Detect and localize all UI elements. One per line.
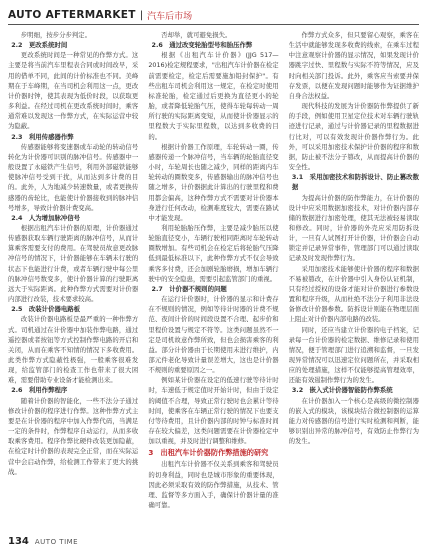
subsection-heading: 2.2 更改系统时间 xyxy=(11,41,68,50)
paragraph: 传感器能够将变速器或车动轮的转动信号转化为计价器可识别的脉冲信号。传感器中一般设置了永磁铁产生信号，利用外部磁铁能够使脉冲信号受到干扰，从而达到多计费的目的。此外，人为地减少转速数量，或者更换传感器的齿轮比，也能使计价器接收到的脉冲信号增多，导致计价器计费变高。 xyxy=(8,142,139,212)
subsection-heading: 2.6 利用作弊程序 xyxy=(11,386,68,395)
paragraph: 根据计价器工作原理，车轮转动一圈，传感器传递一个脉冲信号，当车辆的轮胎直径变小时，车轮周长也随之减少，同样的距离内车轮转动的圈数变多，传感器输出的脉冲信号也随之增多，计价器据此计算出的行驶里程和费用都会偏高，这种作弊方式不需要对计价器本身进行任何改动，检测难度较大，需要在路试中才能发现。 xyxy=(148,142,279,222)
paragraph: 在计价器加入一个核心是高级的微控制器的嵌入式的模块，该模块结合微控制器的运算能力对传感器的信号进行实时检测和判断，能够识别出异常的脉冲信号，有效防止作弊行为的发生。 xyxy=(288,396,419,446)
paragraph: 例如某计价器在设定的低速行驶等待计时时，车速低于规定值时开始计时，但由于设定的阈值不合理，导致正常行驶时也会累计等待时间，使乘客在车辆正常行驶的情况下也要支付等待费用，且计价器内部的时钟与标准时间存在较大偏差，这类问题需要在计价器检定中加以重视，并及时进行调整和维修。 xyxy=(148,376,279,446)
paragraph: 否却举，就可避免损失。 xyxy=(161,31,232,39)
subsection-heading: 3.1 采用加密技术和防拆设计、防止篡改数据 xyxy=(291,173,419,192)
subsection-heading: 2.5 改装计价器电路板 xyxy=(11,305,81,314)
text-column-2 xyxy=(148,30,278,525)
subsection-heading: 3.2 嵌入式计价器智能防作弊系统 xyxy=(291,386,393,395)
text-column-1 xyxy=(8,30,138,525)
subsection-heading: 2.6 通过改变轮胎型号和胎压作弊 xyxy=(151,41,253,50)
page-number: 134 xyxy=(8,536,29,547)
paragraph: 为提高计价器的防作弊能力，在计价器的设计中应采用数据加密技术，对计价器内部存储的数据进行加密处理，使其无法被轻易读取和修改。同时，计价器的外壳应采用防拆设计，一旦有人试图打开计价器，计价器会自动锁定并记录异常事件，管理部门可以通过读取记录及时发现作弊行为。 xyxy=(288,193,419,263)
text-column-3 xyxy=(289,30,419,525)
section-name: 汽车后市场 xyxy=(147,11,193,22)
paragraph: 现代科技的发展为计价器防作弊提供了新的手段，例如使用卫星定位技术对车辆行驶轨迹进行记录，通过与计价器记录的里程数据进行比对，可以有效发现计价器作弊行为。此外，可以采用加密技术保护计价器的程序和数据，防止被不法分子篡改，从而提高计价器的安全性。 xyxy=(288,102,419,172)
subsection-heading: 2.4 人为增加脉冲信号 xyxy=(11,213,81,222)
section-brand: AUTO AFTERMARKET xyxy=(8,9,136,21)
paragraph: 改装计价器电路板是最严重的一种作弊方式。司机通过在计价器中加装作弊电路，通过遥控器或者按钮等方式控制作弊电路的开启和关闭，从而在乘客不知情的情况下多收费用。此类作弊方式隐蔽性极强，一般乘客很难发现，给监管部门的检查工作也带来了很大困难，需要借助专业设备才能检测出来。 xyxy=(8,315,139,385)
article-body xyxy=(8,30,419,525)
paragraph: 随着计价器的智能化，一些不法分子通过修改计价器的程序进行作弊。这种作弊方式主要是在计价器的程序中加入作弊代码，当满足一定的条件时，作弊程序自动运行，从而多收取乘客费用。程序作弊比硬件改装更加隐蔽，在检定时计价器的表现完全正常，而在实际运营中会启动作弊，给检测工作带来了更大的挑战。 xyxy=(8,396,139,476)
paragraph: 作弊方式众多，但只要留心观察，乘客在生活中就能够发现多收费的线索，在乘车过程中注意观察计价器的显示情况，如果发现计价器跳字过快、里程数与实际不符等情况，应及时向相关部门投诉。此外，乘客应当索要并保存发票，以便在发现问题时能够作为证据维护自身合法权益。 xyxy=(288,31,419,100)
paragraph: 更改系统时间是一种常见的作弊方式。这主要是将当前汽车里程表合同或时间改早，采用的借单不同，此间的计价标准也不同。美峰期在于车峰期，在当司机会利用这一点，更改计价器时钟，使其表现为低价时段，以获取更多利益。在经过司机在更改系统时间时，乘客通常难以发现这一作弊方式，在实际运营中较为隐蔽。 xyxy=(8,51,139,131)
header-separator: | xyxy=(139,9,144,21)
paragraph: 根据出租汽车计价器的原理，计价器通过传感器获取车辆行驶距离的脉冲信号，从而计算乘客需要支付的费用。在驾驶员故意更改脉冲信号的情况下，计价器能够在车辆未行驶的状态下也能进行计费，或者车辆行驶中每公里的脉冲信号数变多，使计价器计算的行驶距离远大于实际距离。此种作弊方式需要对计价器内部进行改装，技术要求较高。 xyxy=(8,223,139,304)
page-header xyxy=(8,6,419,25)
paragraph: 根据《出租汽车计价器》(JJG 517—2016)检定规程要求，"出租汽车计价器在检定前需要检定，检定后需要施加铅封保护"。有些出租车司机会利用这一规定，在检定时使用标准轮胎，检定通过后更换为直径更小的轮胎，或者降低轮胎气压，使得车轮每转动一周所行驶的实际距离变短，从而使计价器显示的里程数大于实际里程数，以达到多收费的目的。 xyxy=(148,51,279,141)
paragraph: 利用轮胎胎压作弊，主要是减少胎压以使轮胎直径变小，车辆行驶相同距离时车轮转动圈数增加。有些司机会在检定后将轮胎气压降低到最低标准以下，此种作弊方式不仅会导致乘客多付费，还会加剧轮胎磨损，增加车辆行驶中的安全隐患，需要引起监管部门的重视。 xyxy=(148,223,279,283)
paragraph: 采用加密技术能够使计价器的程序和数据不易被篡改，在计价器中引入身份认证机制，只有经过授权的设备才能对计价器进行参数设置和程序升级，从而杜绝不法分子利用非法设备修改计价器参数。防拆设计则能在物理层面上阻止对计价器内部电路的改装。 xyxy=(288,264,419,324)
page-footer xyxy=(8,536,78,547)
paragraph: 步明细，按步分步判定。 xyxy=(20,31,92,39)
paragraph: 出租汽车计价器不仅关系到乘客和驾驶员的切身利益，同时也是城市形象的重要体现，因此必须采取有效的防作弊措施，从技术、管理、监督等多方面入手，确保计价器计量的准确可靠。 xyxy=(148,460,279,510)
paragraph: 同时，还应当建立计价器的电子档案，记录每一台计价器的检定数据、维修记录和使用情况，便于管理部门进行追溯和监督，一旦发现异常情况可以迅速定位问题所在，并采取相应的处理措施，这样不仅能够提高管理效率，还能有效遏制作弊行为的发生。 xyxy=(288,325,419,385)
paragraph: 在运行计价器时，计价器的显示和计费存在不规则的情况，例如等待计时器的计费不规范、夜间计价的时间段设置不合理、起步价和里程价设置与规定不符等。这类问题虽然不一定是司机故意作弊所致，但也会损害乘客的利益。部分计价器由于长期使用未进行维护，内部元件老化导致计量误差增大，这也是计价器不规则的重要原因之一。 xyxy=(148,295,279,375)
subsection-heading: 2.3 利用传感器作弊 xyxy=(11,132,74,141)
publication-name: AUTO TIME xyxy=(34,538,79,546)
section-heading: 3 出租汽车计价器防作弊措施的研究 xyxy=(148,448,269,458)
subsection-heading: 2.7 计价器不规则的问题 xyxy=(151,284,227,293)
